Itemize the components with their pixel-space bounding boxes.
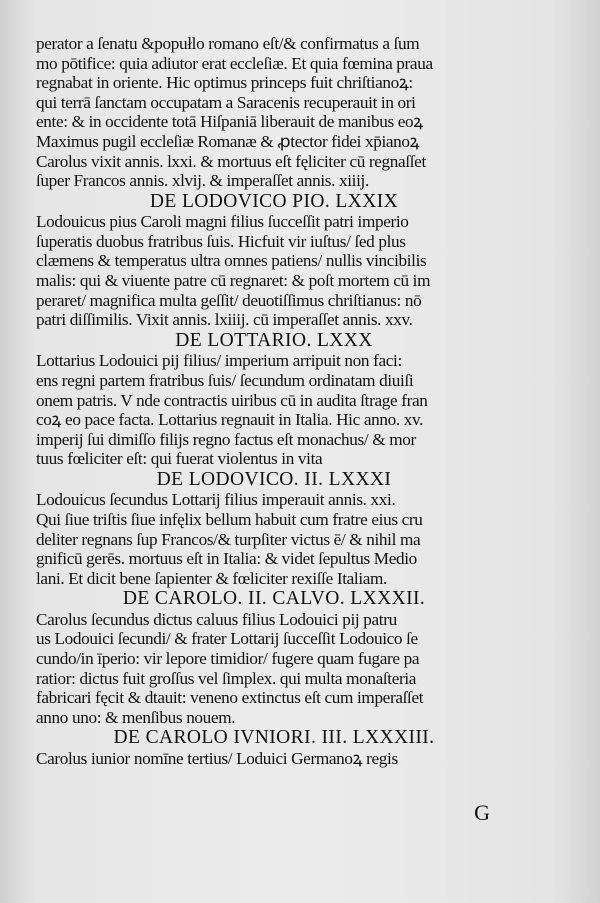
signature-mark: G — [474, 800, 490, 825]
text-line: us Lodouici ſecundi/ & frater Lottarij ſucceſſit Lodouico ſe — [36, 629, 418, 649]
text-line: perator a ſenatu &popułlo romano eſt/& confirmatus a ſum — [36, 34, 420, 53]
text-line: ratior: dictus fuit groſſus vel ſimplex. qui multa monaſteria — [36, 668, 417, 688]
text-line: Lottarius Lodouici pij filius/ imperium arripuit non faci: — [36, 351, 402, 371]
text-line: ens regni partem fratribus ſuis/ ſecundum ordinatam diuiſi — [36, 370, 414, 390]
text-line: malis: qui & viuente patre cū regnaret: & poſt mortem cū im — [36, 271, 431, 291]
text-line: gnificū gerēs. mortuus eſt in Italia: & videt ſepultus Medio — [36, 549, 417, 569]
text-line: Lodouicus pius Caroli magni filius ſucceſſit patri imperio — [36, 212, 409, 232]
text-line: ente: & in occidente totā Hiſpaniā liberauit de manibus eoꝝ — [36, 112, 423, 132]
page-text-block — [36, 34, 512, 769]
text-line: mo pōtifice: quia adiutor erat eccleſiæ. Et quia fœmina praua — [36, 53, 433, 73]
text-line: Carolus iunior nomīne tertius/ Loduici Germanoꝝ regis — [36, 748, 398, 768]
section-heading: DE LOTTARIO. LXXX — [175, 329, 373, 351]
text-line: deliter regnans ſup Francos/& turpſiter victus ē/ & nihil ma — [36, 529, 421, 549]
text-line: clæmens & temperatus ultra omnes patiens/ nullis vincibilis — [36, 251, 427, 271]
text-line: qui terrā ſanctam occupatam a Saracenis recuperauit in ori — [36, 92, 416, 112]
section-heading: DE CAROLO IVNIORI. III. LXXXIII. — [113, 727, 435, 749]
text-line: imperij ſui dimiſſo filijs regno factus eſt monachus/ & mor — [36, 429, 416, 449]
text-line: Carolus vixit annis. lxxi. & mortuus eſt fęliciter cū regnaſſet — [36, 151, 426, 171]
text-line: Carolus ſecundus dictus caluus filius Lodouici pij patru — [36, 609, 397, 629]
text-line: tuus fœliciter eſt: qui fuerat violentus in vita — [36, 449, 323, 469]
text-line: onem patris. V nde contractis uiribus cū in audita ſtrage fran — [36, 390, 428, 410]
text-line: coꝝ eo pace facta. Lottarius regnauit in Italia. Hic anno. xv. — [36, 410, 424, 430]
section-heading: DE LODOVICO PIO. LXXIX — [149, 190, 399, 212]
text-line: anno uno: & menſibus nouem. — [36, 707, 236, 727]
text-line: patri diſſimilis. Vixit annis. lxiiij. cū imperaſſet annis. xxv. — [36, 310, 413, 330]
text-line: Maximus pugil eccleſiæ Romanæ & ꝓtector fidei xp̄ianoꝝ — [36, 131, 420, 151]
text-line: cundo/in īperio: vir lepore timidior/ fugere quam fugare pa — [36, 649, 420, 669]
text-line: ſuperatis duobus fratribus ſuis. Hicfuit vir iuſtus/ ſed plus — [36, 231, 406, 251]
section-heading: DE LODOVICO. II. LXXXI — [156, 468, 392, 490]
text-line: fabricari fęcit & dtauit: veneno extinctus eſt cum imperaſſet — [36, 688, 424, 708]
text-line: regnabat in oriente. Hic optimus princeps fuit chriſtianoꝝ: — [36, 73, 413, 93]
text-line: Lodouicus ſecundus Lottarij filius imperauit annis. xxi. — [36, 490, 396, 510]
section-heading: DE CAROLO. II. CALVO. LXXXII. — [122, 588, 426, 610]
text-line: peraret/ magnifica multa geſſit/ deuotiſſimus chriſtianus: nō — [36, 290, 422, 310]
text-line: lani. Et dicit bene ſapienter & fœliciter rexiſſe Italiam. — [36, 568, 387, 588]
text-line: ſuper Francos annis. xlvij. & imperaſſet annis. xiiij. — [36, 171, 369, 191]
text-line: Qui ſiue triſtis ſiue infęlix bellum habuit cum fratre eius cru — [36, 509, 423, 529]
